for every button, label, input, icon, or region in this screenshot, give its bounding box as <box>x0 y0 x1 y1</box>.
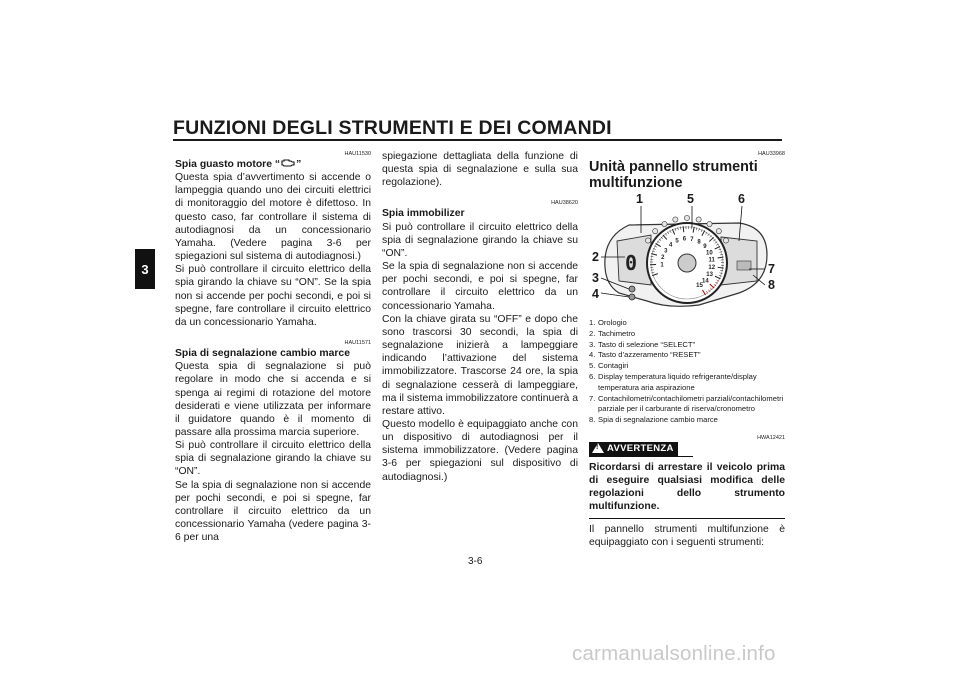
paragraph: Si può controllare il circuito elettrico della spia di segnalazione girando la chiave su “ON”. <box>382 221 578 259</box>
tachometer-label: 10 <box>705 250 713 257</box>
paragraph: Questa spia d’avvertimento si accende o lampeggia quando uno dei circuiti elettrici di monitoraggio del motore è difettoso. In questo caso, far controllare il sistema di autodiagnosi da un concessionario Yamaha. (Vedere pagina 3-6 per spiegazioni sul sistema di autodiagnosi.) <box>175 172 371 263</box>
paragraph: Se la spia di segnalazione non si accende per pochi secondi, e poi si spegne, far controllare il circuito elettrico da un concessionario Yamaha. <box>382 261 578 312</box>
legend-number: 1. <box>589 318 596 327</box>
ref-code: HWA12421 <box>757 434 785 441</box>
indicator-light <box>673 217 678 222</box>
paragraph: Se la spia di segnalazione non si accende per pochi secondi, e poi si spegne, far controllare il circuito elettrico da un concessionario Yamaha (vedere pagina 3-6 per una <box>175 479 371 544</box>
ref-code: HAU11571 <box>344 340 371 347</box>
legend-item <box>589 350 785 361</box>
callout-2: 2 <box>592 250 599 264</box>
legend-text: Tasto d’azzeramento “RESET” <box>598 350 701 360</box>
callout-3: 3 <box>592 271 599 285</box>
warning-badge-label: AVVERTENZA <box>607 442 674 454</box>
figure-legend <box>589 318 785 426</box>
reset-button <box>629 294 635 300</box>
ref-code: HAU38620 <box>551 200 578 207</box>
tachometer-label: 15 <box>696 283 703 290</box>
legend-item <box>589 329 785 340</box>
page-number: 3-6 <box>468 556 483 567</box>
tachometer-label: 14 <box>702 278 709 285</box>
legend-item <box>589 361 785 372</box>
callout-8: 8 <box>768 278 775 292</box>
indicator-light <box>707 221 712 226</box>
paragraph: Questa spia di segnalazione si può regolare in modo che si accenda e si spenga ai regimi di rotazione del motore desiderati e viene utilizzata per informare il guidatore quando è il momento di passare alla prossima marcia superiore. <box>175 361 371 438</box>
warning-badge <box>589 442 678 456</box>
legend-number: 7. <box>589 393 596 403</box>
tachometer-label: 13 <box>706 272 713 279</box>
instrument-panel-illustration <box>589 197 785 312</box>
indicator-light <box>653 229 658 234</box>
heading-shift-light: Spia di segnalazione cambio marce <box>175 348 350 360</box>
indicator-light <box>645 238 650 243</box>
legend-item <box>589 415 785 426</box>
legend-number: 4. <box>589 350 596 360</box>
tachometer-label: 5 <box>675 238 679 245</box>
legend-number: 3. <box>589 339 596 349</box>
select-button <box>629 286 635 292</box>
tachometer-label: 11 <box>708 257 715 264</box>
tachometer-label: 3 <box>664 248 668 255</box>
warning-box <box>589 434 785 519</box>
tachometer-label: 8 <box>697 239 701 246</box>
tachometer-label: 7 <box>690 236 694 243</box>
tachometer-label: 2 <box>661 255 665 262</box>
legend-item <box>589 318 785 329</box>
paragraph: Il pannello strumenti multifunzione è equipaggiato con i seguenti strumenti: <box>589 523 785 548</box>
tachometer-label: 9 <box>703 244 707 251</box>
legend-number: 8. <box>589 415 596 425</box>
watermark: carmanualsonline.info <box>572 642 776 665</box>
tachometer-label: 6 <box>682 236 687 243</box>
legend-text: Contachilometri/contachilometri parziali/contachilometri parziale per il carburante di riserva/cronometro <box>598 393 784 414</box>
paragraph: spiegazione dettagliata della funzione di questa spia di segnalazione e sulla sua regolazione). <box>382 151 578 189</box>
legend-text: Tasto di selezione “SELECT” <box>598 339 696 349</box>
tachometer-label: 4 <box>669 242 673 249</box>
warning-triangle-icon: ! <box>592 443 604 453</box>
legend-number: 2. <box>589 328 596 338</box>
engine-warning-icon <box>280 158 296 168</box>
heading-immobilizer-light: Spia immobilizer <box>382 208 465 220</box>
column-middle <box>382 150 578 484</box>
svg-text:0: 0 <box>625 251 638 275</box>
legend-item <box>589 340 785 351</box>
callout-5: 5 <box>687 192 694 206</box>
callout-4: 4 <box>592 287 599 301</box>
tachometer-tick <box>683 226 684 232</box>
heading-text: ” <box>296 159 302 170</box>
instrument-panel-figure <box>589 192 785 312</box>
legend-text: Tachimetro <box>598 328 636 338</box>
warning-text: Ricordarsi di arrestare il veicolo prima di eseguire qualsiasi modifica delle regolazioni dello strumento multifunzione. <box>589 461 785 513</box>
callout-7: 7 <box>768 262 775 276</box>
column-left <box>175 150 371 544</box>
heading-text: Spia guasto motore “ <box>175 159 281 170</box>
paragraph: Si può controllare il circuito elettrico della spia di segnalazione girando la chiave su “ON”. <box>175 440 371 478</box>
tachometer-hub <box>678 254 696 272</box>
column-right <box>589 150 785 549</box>
callout-1: 1 <box>636 192 643 206</box>
callout-6: 6 <box>738 192 745 206</box>
legend-text: Spia di segnalazione cambio marce <box>598 415 718 425</box>
legend-item <box>589 372 785 394</box>
legend-text: Display temperatura liquido refrigerante/display temperatura aria aspirazione <box>598 371 757 392</box>
legend-text: Contagiri <box>598 361 629 371</box>
ref-code: HAU33968 <box>758 151 785 157</box>
heading-multifunction-panel: Unità pannello strumenti multifunzione <box>589 159 758 191</box>
heading-engine-fault-light <box>175 158 371 171</box>
paragraph: Questo modello è equipaggiato anche con un dispositivo di autodiagnosi per il sistema immobilizzatore. (Vedere pagina 3-6 per spiegazioni sul dispositivo di autodiagnosi.) <box>382 418 578 483</box>
legend-number: 5. <box>589 361 596 371</box>
indicator-light <box>662 221 667 226</box>
paragraph: Con la chiave girata su “OFF” e dopo che sono trascorsi 30 secondi, la spia di segnalazione inizierà a lampeggiare indicando l’attivazione del sistema immobilizzatore. Trascorse 24 ore, la spia di segnalazione cesserà di lampeggiare, ma il sistema immobilizzatore continuerà a restare attivo. <box>382 313 578 417</box>
legend-number: 6. <box>589 371 596 381</box>
legend-text: Orologio <box>598 318 627 327</box>
tachometer-label: 12 <box>708 264 716 271</box>
section-header-title: FUNZIONI DEGLI STRUMENTI E DEI COMANDI <box>173 117 612 139</box>
paragraph: Si può controllare il circuito elettrico della spia girando la chiave su “ON”. Se la spia non si accende per pochi secondi, e poi si spegne, fare controllare il circuito elettrico da un concessionario Yamaha. <box>175 264 371 328</box>
indicator-light <box>696 217 701 222</box>
legend-item <box>589 394 785 416</box>
header-rule <box>173 139 782 141</box>
chapter-tab: 3 <box>135 249 155 289</box>
ref-code: HAU11530 <box>344 151 371 157</box>
tachometer-label: 1 <box>660 262 664 269</box>
indicator-light <box>716 229 721 234</box>
indicator-light <box>684 215 689 220</box>
indicator-light <box>723 238 728 243</box>
